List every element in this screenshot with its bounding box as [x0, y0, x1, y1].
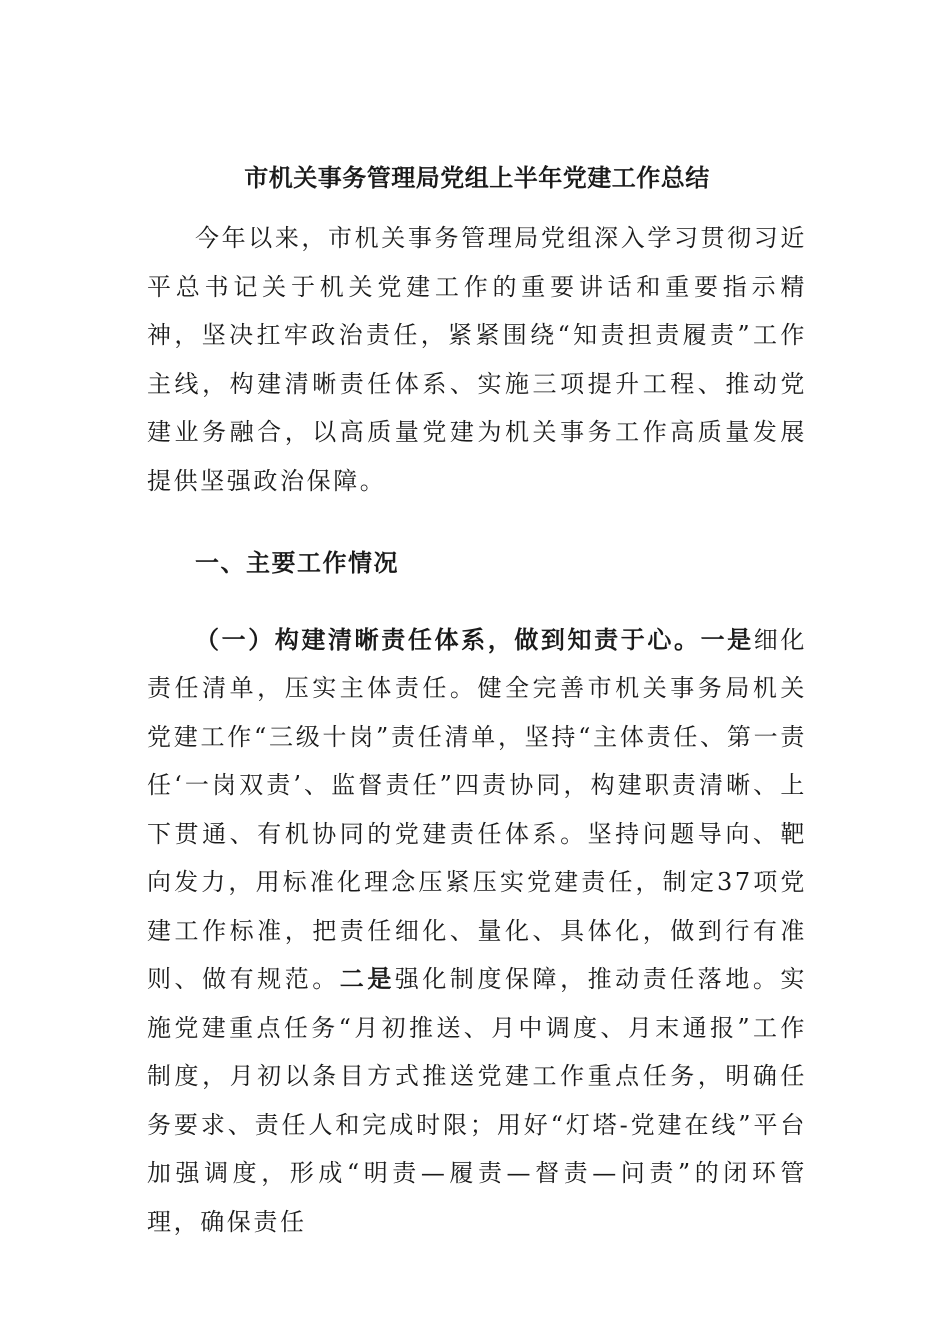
intro-paragraph: 今年以来，市机关事务管理局党组深入学习贯彻习近平总书记关于机关党建工作的重要讲话和重要指示精神，坚决扛牢政治责任，紧紧围绕“知责担责履责”工作主线，构建清晰责任体系、实施三项提升工程、推动党建业务融合，以高质量党建为机关事务工作高质量发展提供坚强政治保障。	[147, 224, 807, 495]
section-heading-main-work: 一、主要工作情况	[195, 548, 399, 577]
point-label-second: 二是	[339, 964, 395, 993]
point-text-second: 强化制度保障，推动责任落地。实施党建重点任务“月初推送、月中调度、月末通报”工作制度，月初以条目方式推送党建工作重点任务，明确任务要求、责任人和完成时限；用好“灯塔-党建在线”平台加强调度，形成“明责—履责—督责—问责”的闭环管理，确保责任	[147, 965, 808, 1236]
point-label-first: 一是	[700, 624, 754, 654]
document-body	[147, 156, 807, 1246]
subsection-heading: （一）构建清晰责任体系，做到知责于心。	[195, 624, 701, 654]
subsection-responsibility-system	[147, 616, 807, 1247]
document-title: 市机关事务管理局党组上半年党建工作总结	[244, 163, 710, 192]
point-text-first: 细化责任清单，压实主体责任。健全完善市机关事务局机关党建工作“三级十岗”责任清单，坚持“主体责任、第一责任‘一岗双责’、监督责任”四责协同，构建职责清晰、上下贯通、有机协同的党建责任体系。坚持问题导向、靶向发力，用标准化理念压紧压实党建责任，制定37项党建工作标准，把责任细化、量化、具体化，做到行有准则、做有规范。	[147, 625, 807, 993]
